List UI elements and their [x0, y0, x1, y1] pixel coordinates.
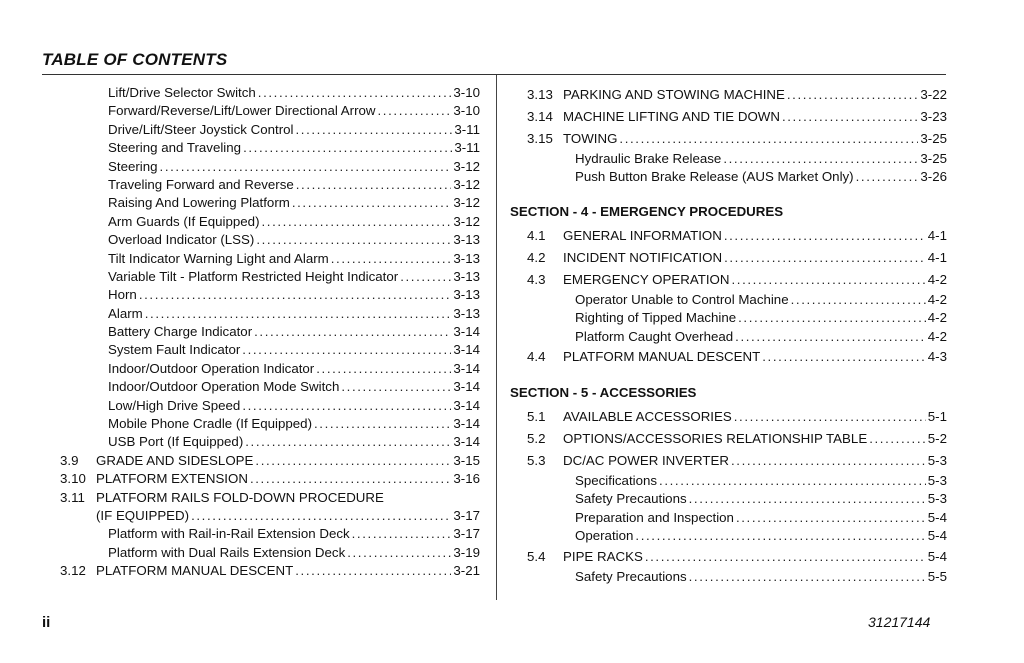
toc-entry-title: Low/High Drive Speed [108, 397, 241, 413]
toc-leader-dots [314, 415, 451, 433]
toc-entry-page: 5-5 [927, 568, 947, 584]
toc-subentry[interactable] [60, 360, 480, 378]
toc-entry-title: Operator Unable to Control Machine [575, 291, 789, 307]
toc-entry-title: EMERGENCY OPERATION [563, 271, 730, 287]
toc-entry-title: Traveling Forward and Reverse [108, 176, 294, 192]
toc-entry-number: 3.9 [60, 452, 79, 468]
toc-entry[interactable] [510, 346, 947, 368]
toc-entry[interactable] [60, 470, 480, 488]
header-rule [42, 74, 946, 75]
toc-right-top-entries [510, 84, 947, 187]
toc-subentry[interactable] [510, 568, 947, 586]
toc-entry-page: 4-2 [927, 291, 947, 307]
toc-entry-title: Overload Indicator (LSS) [108, 232, 255, 248]
toc-subentry[interactable] [60, 213, 480, 231]
toc-entry-page: 3-12 [453, 213, 480, 229]
toc-entry-page: 3-13 [453, 250, 480, 266]
toc-leader-dots [635, 527, 925, 545]
toc-leader-dots [735, 328, 926, 346]
toc-subentry[interactable] [510, 168, 947, 186]
toc-entry-page: 3-25 [920, 151, 947, 166]
document-number: 31217144 [868, 614, 931, 630]
toc-entry-page: 4-2 [927, 271, 947, 287]
toc-leader-dots [762, 346, 926, 368]
toc-leader-dots [341, 378, 451, 396]
toc-entry-page: 5-3 [927, 452, 947, 468]
toc-leader-dots [738, 309, 926, 327]
toc-subentry[interactable] [60, 544, 480, 562]
toc-leader-dots [736, 509, 926, 527]
toc-entry-title: Raising And Lowering Platform [108, 195, 290, 211]
toc-subentry[interactable] [60, 139, 480, 157]
toc-subentry[interactable] [60, 378, 480, 396]
toc-subentry[interactable] [510, 490, 947, 508]
section-4-heading: SECTION - 4 - EMERGENCY PROCEDURES [510, 203, 784, 219]
toc-entry-title: MACHINE LIFTING AND TIE DOWN [563, 109, 780, 124]
toc-entry-page: 4-3 [927, 348, 947, 364]
toc-subentry[interactable] [60, 433, 480, 451]
toc-leader-dots [787, 84, 918, 106]
toc-entry-title: DC/AC POWER INVERTER [563, 452, 729, 468]
toc-entry-page: 3-14 [453, 324, 480, 340]
toc-entry-number: 4.4 [527, 348, 546, 364]
toc-right-column [510, 84, 947, 586]
toc-entry-title: Platform with Rail-in-Rail Extension Deck [108, 526, 350, 542]
toc-entry-page: 3-19 [453, 544, 480, 560]
toc-entry-page: 4-1 [927, 249, 947, 265]
toc-entry-page: 3-14 [453, 379, 480, 395]
toc-entry-page: 5-4 [927, 548, 947, 564]
toc-entry-title: PLATFORM MANUAL DESCENT [563, 348, 761, 364]
toc-entry[interactable] [510, 106, 947, 128]
toc-leader-dots [296, 176, 452, 194]
toc-subentry[interactable] [510, 509, 947, 527]
toc-entry-number: 5.2 [527, 430, 546, 446]
toc-leader-dots [242, 397, 451, 415]
toc-entry-page: 3-13 [453, 232, 480, 248]
toc-entry-page: 5-1 [927, 408, 947, 424]
toc-subentry[interactable] [60, 231, 480, 249]
toc-entry-page: 3-25 [920, 131, 947, 146]
toc-leader-dots [243, 139, 452, 157]
toc-leader-dots [378, 102, 452, 120]
toc-leader-dots [160, 158, 452, 176]
toc-entry-title: System Fault Indicator [108, 342, 241, 358]
toc-subentry[interactable] [60, 176, 480, 194]
toc-entry-number: 5.4 [527, 548, 546, 564]
toc-leader-dots [734, 406, 926, 428]
toc-entry-page: 3-12 [453, 195, 480, 211]
toc-leader-dots [689, 490, 926, 508]
toc-entry-title: Steering [108, 158, 158, 174]
toc-entry-page: 5-4 [927, 528, 947, 544]
toc-entry-page: 3-15 [453, 452, 480, 468]
toc-subentry[interactable] [60, 397, 480, 415]
toc-left-column [60, 84, 480, 581]
toc-entry-page: 3-14 [453, 360, 480, 376]
toc-entry-number: 3.11 [60, 489, 85, 505]
section-4-entries [510, 225, 947, 368]
toc-entry-title: Battery Charge Indicator [108, 324, 253, 340]
toc-leader-dots [258, 84, 452, 102]
toc-entry-page: 3-21 [453, 563, 480, 579]
toc-entry-title: PIPE RACKS [563, 548, 643, 564]
toc-leader-dots [619, 128, 918, 150]
toc-subentry[interactable] [60, 415, 480, 433]
toc-subentry[interactable] [510, 527, 947, 545]
toc-entry-title: Righting of Tipped Machine [575, 310, 737, 326]
toc-entry[interactable] [510, 269, 947, 291]
toc-entry-page: 3-23 [920, 109, 947, 124]
toc-leader-dots [256, 231, 451, 249]
toc-entry-title: GRADE AND SIDESLOPE [96, 452, 254, 468]
toc-entry-page: 3-14 [453, 416, 480, 432]
toc-entry[interactable] [510, 428, 947, 450]
toc-entry-page: 3-13 [453, 305, 480, 321]
toc-leader-dots [731, 450, 926, 472]
toc-entry-title: Drive/Lift/Steer Joystick Control [108, 121, 294, 137]
toc-entry-page: 5-3 [927, 491, 947, 507]
toc-entry-page: 3-14 [453, 434, 480, 450]
toc-subentry[interactable] [510, 328, 947, 346]
toc-entry-title: OPTIONS/ACCESSORIES RELATIONSHIP TABLE [563, 430, 868, 446]
toc-entry-title: Tilt Indicator Warning Light and Alarm [108, 250, 329, 266]
toc-entry-number: 3.12 [60, 563, 86, 579]
toc-entry[interactable] [60, 562, 480, 580]
toc-entry-title: INCIDENT NOTIFICATION [563, 249, 723, 265]
toc-entry-page: 4-2 [927, 310, 947, 326]
toc-entry-title: Arm Guards (If Equipped) [108, 213, 260, 229]
section-5-entries [510, 406, 947, 586]
toc-leader-dots [791, 291, 926, 309]
toc-entry[interactable] [60, 489, 480, 507]
toc-subentry[interactable] [60, 305, 480, 323]
toc-leader-dots [659, 472, 926, 490]
toc-subentry[interactable] [60, 194, 480, 212]
toc-entry-title: Variable Tilt - Platform Restricted Height Indicator [108, 268, 399, 284]
toc-leader-dots [191, 507, 451, 525]
toc-subentry[interactable] [510, 472, 947, 490]
toc-entry-title: Platform Caught Overhead [575, 328, 734, 344]
toc-entry-title: Specifications [575, 472, 658, 488]
toc-leader-dots [295, 121, 452, 139]
toc-entry-title: Hydraulic Brake Release [575, 151, 722, 166]
toc-entry-title: Safety Precautions [575, 491, 687, 507]
toc-leader-dots [295, 562, 451, 580]
toc-entry-title: PLATFORM RAILS FOLD-DOWN PROCEDURE [96, 489, 384, 505]
toc-entry-page: 5-4 [927, 509, 947, 525]
toc-leader-dots [352, 525, 452, 543]
toc-entry-page: 3-11 [454, 140, 480, 156]
toc-leader-dots [250, 470, 451, 488]
toc-subentry[interactable] [60, 121, 480, 139]
toc-entry-page: 3-13 [453, 287, 480, 303]
toc-entry-title: Indoor/Outdoor Operation Indicator [108, 360, 315, 376]
toc-leader-dots [347, 544, 451, 562]
toc-leader-dots [262, 213, 452, 231]
toc-subentry[interactable] [510, 309, 947, 327]
toc-entry-page: 4-1 [927, 227, 947, 243]
toc-entry-number: 3.13 [527, 87, 553, 102]
section-5-heading: SECTION - 5 - ACCESSORIES [510, 384, 697, 400]
toc-leader-dots [724, 247, 926, 269]
toc-entry-number: 3.14 [527, 109, 553, 124]
toc-leader-dots [139, 286, 452, 304]
toc-leader-dots [400, 268, 451, 286]
toc-entry-page: 3-16 [453, 471, 480, 487]
toc-subentry[interactable] [60, 286, 480, 304]
toc-leader-dots [731, 269, 925, 291]
toc-entry[interactable] [510, 406, 947, 428]
toc-entry-title: Preparation and Inspection [575, 509, 734, 525]
toc-entry-title: AVAILABLE ACCESSORIES [563, 408, 732, 424]
toc-subentry[interactable] [60, 102, 480, 120]
toc-entry[interactable] [510, 247, 947, 269]
toc-leader-dots [723, 150, 918, 168]
toc-entry-number: 5.3 [527, 452, 546, 468]
toc-leader-dots [316, 360, 451, 378]
toc-entry-page: 3-22 [920, 87, 947, 102]
toc-entry-title: PLATFORM EXTENSION [96, 471, 248, 487]
toc-entry-number: 4.1 [527, 227, 546, 243]
toc-entry-page: 3-14 [453, 342, 480, 358]
toc-entry-title: Platform with Dual Rails Extension Deck [108, 544, 346, 560]
page-title: TABLE OF CONTENTS [42, 50, 228, 69]
toc-entry-page: 3-12 [453, 176, 480, 192]
toc-leader-dots [782, 106, 918, 128]
toc-entry-title: Alarm [108, 305, 143, 321]
toc-entry[interactable] [510, 128, 947, 150]
toc-entry-title: Horn [108, 287, 137, 303]
toc-entry-page: 3-13 [453, 268, 480, 284]
toc-entry-page: 3-10 [453, 85, 480, 100]
toc-entry-title: Push Button Brake Release (AUS Market Only) [575, 169, 854, 185]
toc-leader-dots [689, 568, 926, 586]
toc-entry-title: TOWING [563, 131, 618, 146]
toc-leader-dots [645, 546, 926, 568]
toc-leader-dots [255, 452, 451, 470]
toc-entry[interactable] [60, 452, 480, 470]
toc-entry-page: 5-2 [927, 430, 947, 446]
toc-subentry[interactable] [60, 84, 480, 102]
toc-leader-dots [254, 323, 451, 341]
toc-subentry[interactable] [60, 525, 480, 543]
toc-entry-title: (IF EQUIPPED) [96, 507, 190, 523]
toc-entry-page: 4-2 [927, 328, 947, 344]
toc-leader-dots [869, 428, 926, 450]
toc-entry-title: Safety Precautions [575, 568, 687, 584]
toc-leader-dots [856, 168, 919, 186]
toc-entry[interactable] [510, 84, 947, 106]
toc-entry-page: 3-17 [453, 526, 480, 542]
toc-entry-title: GENERAL INFORMATION [563, 227, 722, 243]
toc-leader-dots [145, 305, 452, 323]
toc-entry-title: Steering and Traveling [108, 140, 242, 156]
toc-leader-dots [242, 341, 451, 359]
toc-leader-dots [724, 225, 926, 247]
toc-entry-page: 5-3 [927, 472, 947, 488]
toc-entry[interactable] [510, 450, 947, 472]
toc-subentry[interactable] [510, 150, 947, 168]
toc-entry-title: Mobile Phone Cradle (If Equipped) [108, 416, 313, 432]
toc-entry-page: 3-10 [453, 103, 480, 119]
toc-subentry[interactable] [60, 268, 480, 286]
column-divider [496, 75, 497, 600]
toc-entry-number: 4.2 [527, 249, 546, 265]
toc-leader-dots [245, 433, 451, 451]
toc-subentry[interactable] [60, 341, 480, 359]
toc-subentry[interactable] [60, 250, 480, 268]
toc-leader-dots [292, 194, 452, 212]
toc-entry-number: 5.1 [527, 408, 546, 424]
toc-entry-title: PLATFORM MANUAL DESCENT [96, 563, 294, 579]
toc-entry-page: 3-26 [920, 169, 947, 185]
toc-subentry[interactable] [60, 507, 480, 525]
toc-entry[interactable] [510, 546, 947, 568]
toc-entry-number: 4.3 [527, 271, 546, 287]
toc-entry[interactable] [510, 225, 947, 247]
toc-entry-title: PARKING AND STOWING MACHINE [563, 87, 785, 102]
page-number: ii [42, 614, 51, 631]
toc-subentry[interactable] [60, 158, 480, 176]
toc-leader-dots [331, 250, 452, 268]
toc-entry-number: 3.15 [527, 131, 553, 146]
toc-entry-page: 3-12 [453, 158, 480, 174]
toc-entry-number: 3.10 [60, 471, 86, 487]
toc-subentry[interactable] [510, 291, 947, 309]
toc-entry-title: Lift/Drive Selector Switch [108, 85, 256, 100]
toc-subentry[interactable] [60, 323, 480, 341]
toc-entry-title: USB Port (If Equipped) [108, 434, 244, 450]
toc-entry-title: Indoor/Outdoor Operation Mode Switch [108, 379, 340, 395]
toc-entry-title: Forward/Reverse/Lift/Lower Directional Arrow [108, 103, 376, 119]
toc-entry-page: 3-17 [453, 507, 480, 523]
toc-entry-page: 3-11 [454, 121, 480, 137]
toc-entry-title: Operation [575, 528, 634, 544]
toc-entry-page: 3-14 [453, 397, 480, 413]
